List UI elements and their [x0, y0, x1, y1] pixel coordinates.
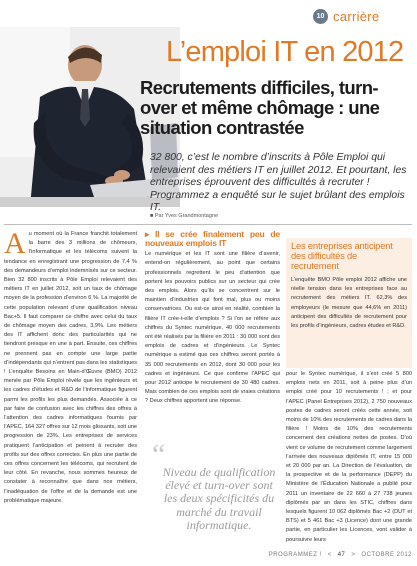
rubric-label: carrière — [333, 8, 380, 24]
arrow-bullet-icon: ▸ — [145, 229, 155, 239]
rubric-number-badge: 10 — [313, 9, 328, 24]
column-2 — [145, 230, 280, 407]
sidebar-box — [286, 238, 412, 368]
footer-arrow-icon: > — [351, 552, 356, 558]
column-1-text: u moment où la France franchit totalement la barre des 3 millions de chômeurs, l’informatique et les télécoms suivent la tendance en enregistrant une progression de 7,4 % des demandeurs d’emploi indemnisés sur ce secteur. Bien 32 800 inscrits à Pôle Emploi relevaient des métiers IT en juillet 2012, soit un taux de chômage moyen de la profession d’environ 6 %. La majorité de cette population relevant d’une qualification niveau Bac+5. Il faut comparer ce chiffre avec celui du taux de chômage moyen des cadres, 3,9%. Les métiers des IT affichent donc des particularités qui ne tiendront presque en une à part. Ensuite, ces chiffres ne prennent pas en compte une large partie d’indépendants qui n’entrent pas dans les statistiques ! L’enquête Besoins en Main-d’Œuvre (BMO) 2012 menée par Pôle Emploi révèle que les ingénieurs et les cadres d’études et R&D de l’informatique figurent parmi les profils les plus demandés. Associée à ce par faire de confusion avec les chiffres des offres à l’attention des cadres informatiques fournis par l’APEC, 164 327 offres sur 12 mois glissants, soit une progression de 23%. Les entreprises de services pratiquent l’anticipation et peinent à recruter des profils sur des offres correctes. En plus une partie de ces offres concernent les télécoms, qui recrutent de leur côté. En revanche, nous sommes heureux de constater à reconnaître que dans nos métiers, l’inadéquation de l’offre et de la demande est une problématique majeure. — [4, 231, 137, 504]
pull-quote: Niveau de qualification élevé et turn-over sont les deux spécificités du marché du travail informatique. — [162, 465, 276, 532]
byline-text: Par Yves Grandmontagne — [154, 213, 219, 219]
author-byline — [150, 213, 218, 219]
sidebar-box-text: L’enquête BMO Pôle emploi 2012 affiche une réelle tension dans les entreprises face au recrutement des métiers IT. 62,3% des employeurs (le mesure que 44,6% en 2011) anticipent des difficultés de recrutement pour les profils d’ingénieurs, cadres études et R&D. — [291, 277, 407, 330]
magazine-name: PROGRAMMEZ ! — [268, 552, 322, 558]
section-rubric — [313, 8, 413, 24]
page-footer — [250, 552, 412, 558]
column-1 — [4, 227, 137, 506]
footer-separator: < — [327, 552, 332, 558]
page-number: 47 — [337, 552, 346, 558]
byline-bullet-icon: ■ — [150, 213, 155, 219]
section-heading-text: Il se crée finalement peu de nouveaux emplois IT — [145, 229, 280, 248]
column-3-text: pour le Syntec numérique, il s’est créé 5 800 emplois nets en 2011, soit à peine plus d’un emploi créé pour 10 recrutements ! ; et pour l’APEC (Panel Entreprises 2012), 2 750 nouveaux postes de cadres seront créés cette année, soit moins de 10% des recrutements de cadres dans la filière ! Moins de 10% des recrutements concernent des créations nettes de postes. D’où vient ce volume de recrutement comme largement l’arrivée des nouveaux diplômés IT, entre 15 000 et 20 000 par an. La Direction de l’évaluation, de la prospective et de la performance (DEPP) du Ministère de l’Éducation Nationale a publié pour 2011 un inventaire de 22 660 à 27 738 jeunes diplômés par an dans les STIC, chiffres dans lesquels figurent 10 062 diplômés Bac +2 (DUT et BTS) et 5 461 Bac +3 (Licence) dont une grande partie, en particulier les Licences, vont valider à poursuivre leurs — [286, 371, 412, 543]
column-2-text: Le numérique et les IT sont une filière d’avenir, entend-on régulièrement, au point que certains professionnels regrettent le peu d’attention que portent les pouvoirs publics sur un secteur qui crée des emplois. Alors qu’ils se concentrent sur le maintien d’industries qui font mal, plus ou moins conservatrices. Ou est-ce ainsi en réalité, combien la filière IT crée-t-elle d’emplois ? Si l’on se réfère aux chiffres du Syntec numérique, 40 000 recrutements ont été réalisés par la filière en 2011 : 30 000 sont des emplois de cadres et d’ingénieurs. Le Syntec numérique a estimé que ces chiffres seront portés à 35 000 recrutements en 2012, dont 30 000 pour les cadres et ingénieurs. Ce que confirme l’APEC qui pour 2012 anticipe le recrutement de 30 480 cadres. Mais combien de ces emplois sont de vraies créations ? Deux chiffres apportent une réponse. — [145, 251, 280, 405]
article-intro: 32 800, c’est le nombre d’inscrits à Pôle Emploi qui relevaient des métiers IT en juillet 2012. Et pourtant, les entreprises éprouvent des difficultés à recruter ! Programmez a enquêté sur le sujet brûlant des emplois IT. — [150, 152, 407, 214]
section-heading — [145, 230, 280, 247]
page-title: L’emploi IT en 2012 — [166, 36, 404, 68]
article-subtitle: Recrutements difficiles, turn-over et même chômage : une situation contrastée — [140, 77, 380, 138]
drop-cap: A — [4, 227, 26, 260]
divider — [4, 224, 412, 225]
sidebar-box-title: Les entreprises anticipent des difficultés de recrutement — [291, 240, 393, 271]
issue-date: OCTOBRE 2012 — [361, 552, 412, 558]
quote-mark-icon: “ — [152, 438, 166, 471]
